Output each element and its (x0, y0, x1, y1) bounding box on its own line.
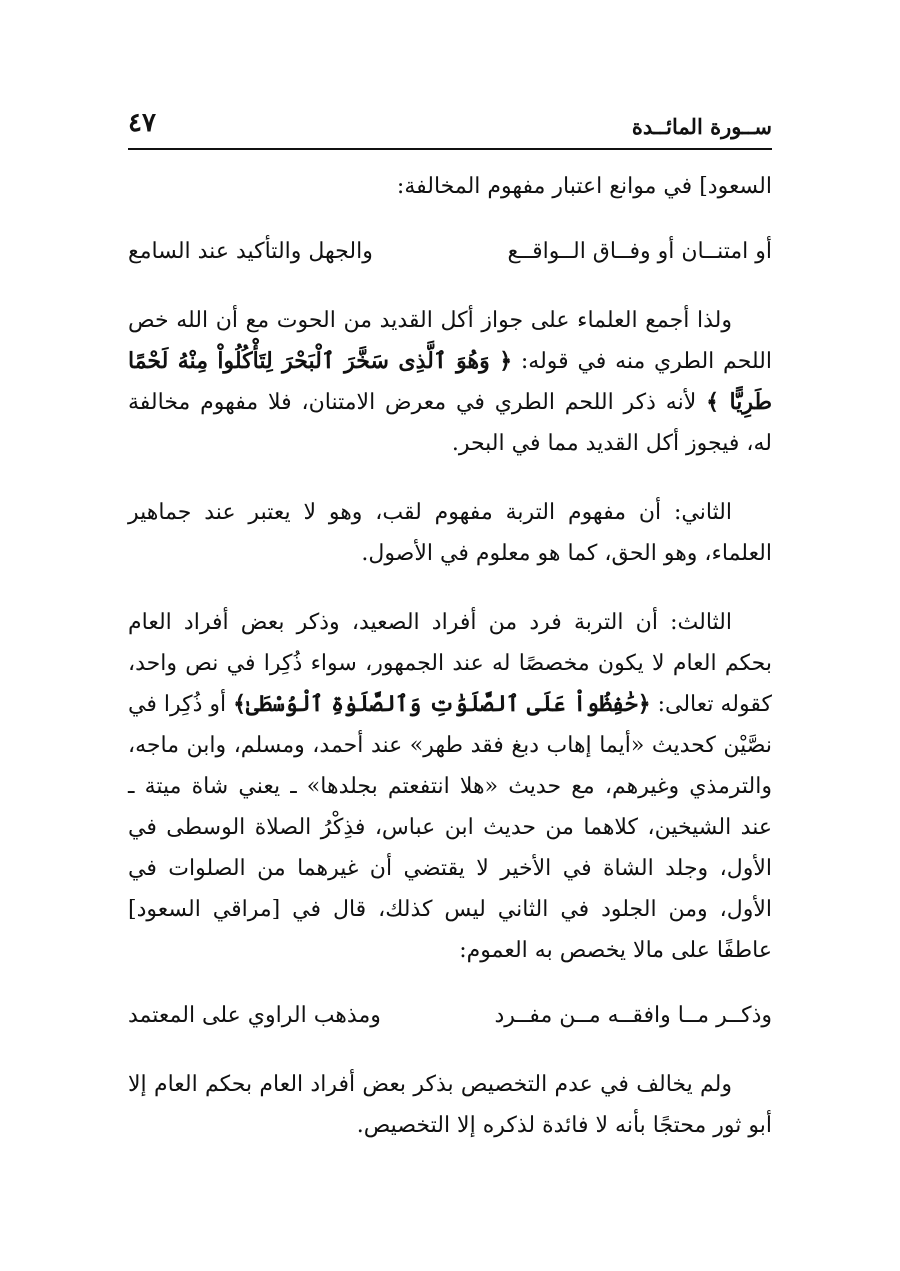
page-number: ٤٧ (128, 108, 156, 138)
paragraph-final: ولم يخالف في عدم التخصيص بذكر بعض أفراد العام بحكم العام إلا أبو ثور محتجًا بأنه لا فائدة لذكره إلا التخصيص. (128, 1072, 772, 1138)
verse-1-first-hemistich: أو امتنــان أو وفــاق الــواقــع (507, 239, 772, 264)
poetry-verse-2 (128, 995, 772, 1036)
paragraph-third-text-b: أو ذُكِرا في نصَّيْن كحديث «أيما إهاب دبغ فقد طهر» عند أحمد، ومسلم، وابن ماجه، والترمذي وغيرهم، مع حديث «هلا انتفعتم بجلدها» ـ يعني شاة ميتة ـ عند الشيخين، كلاهما من حديث ابن عباس، فذِكْرُ الصلاة الوسطى في الأول، وجلد الشاة في الأخير لا يقتضي أن غيرهما من الصلوات في الأول، ومن الجلود في الثاني ليس كذلك، قال في [مراقي السعود] عاطفًا على مالا يخصص به العموم: (128, 692, 772, 963)
paragraph-third-text-a: الثالث: أن التربة فرد من أفراد الصعيد، وذكر بعض أفراد العام بحكم العام لا يكون مخصصًا له عند الجمهور، سواء ذُكِرا في نص واحد، كقوله تعالى: (128, 610, 772, 717)
page-header (128, 108, 772, 150)
verse-2-first-hemistich: وذكــر مــا وافقــه مــن مفــرد (494, 1003, 772, 1028)
paragraph-fish (128, 300, 772, 464)
paragraph-fish-text-b: لأنه ذكر اللحم الطري في معرض الامتنان، فلا مفهوم مخالفة له، فيجوز أكل القديد مما في البحر. (128, 390, 772, 456)
paragraph-fish-text-a: ولذا أجمع العلماء على جواز أكل القديد من الحوت مع أن الله خص اللحم الطري منه في قوله: (128, 308, 772, 374)
paragraph-intro: السعود] في موانع اعتبار مفهوم المخالفة: (396, 174, 772, 199)
paragraph-second: الثاني: أن مفهوم التربة مفهوم لقب، وهو لا يعتبر عند جماهير العلماء، وهو الحق، كما هو معلوم في الأصول. (128, 500, 772, 566)
quran-quote-1: ﴿ وَهُوَ ٱلَّذِى سَخَّرَ ٱلْبَحْرَ لِتَأْكُلُواْ مِنْهُ لَحْمًا طَرِيًّا ﴾ (128, 348, 772, 415)
verse-2-second-hemistich: ومذهب الراوي على المعتمد (128, 1003, 381, 1028)
poetry-verse-1 (128, 231, 772, 272)
paragraph-third (128, 602, 772, 971)
chapter-title: ســورة المائــدة (631, 114, 772, 139)
page-body (128, 166, 772, 1146)
verse-1-second-hemistich: والجهل والتأكيد عند السامع (128, 239, 373, 264)
quran-quote-2: ﴿حَٰفِظُواْ عَلَى ٱلصَّلَوَٰتِ وَٱلصَّلَوٰةِ ٱلْوُسْطَىٰ﴾ (233, 691, 651, 717)
